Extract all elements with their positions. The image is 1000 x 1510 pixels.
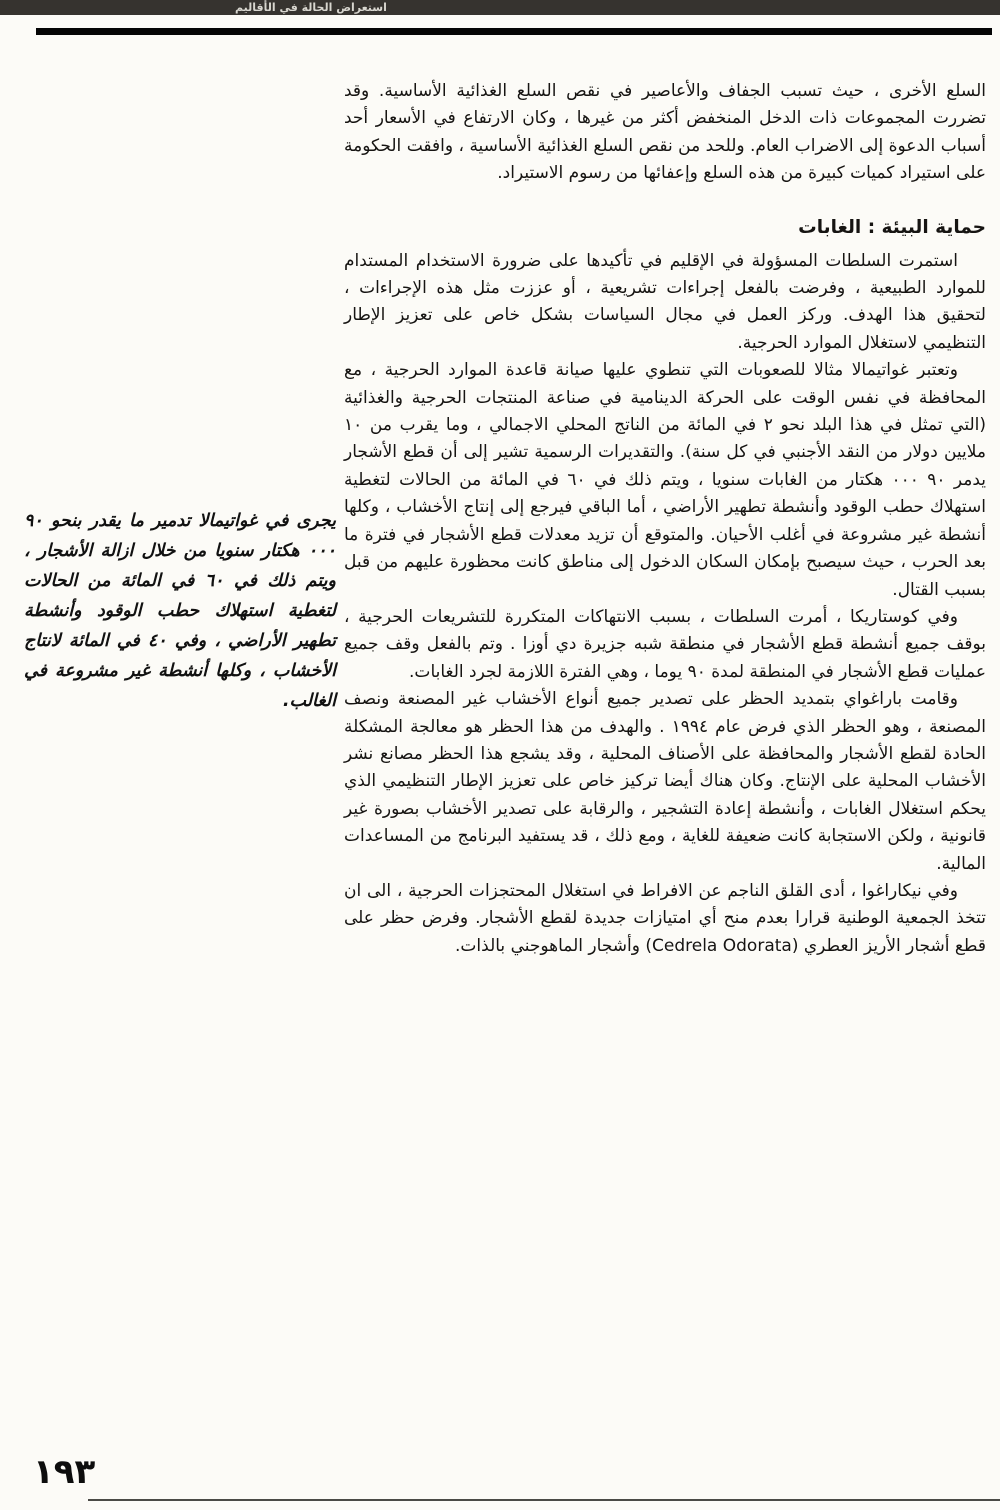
body-paragraph: وقامت باراغواي بتمديد الحظر على تصدير جميع أنواع الأخشاب غير المصنعة ونصف المصنعة ، وهو الحظر الذي فرض عام ١٩٩٤ . والهدف من هذا الحظر هو معالجة المشكلة الحادة لقطع الأشجار والمحافظة على الأصناف المحلية ، وقد يشجع هذا الحظر مصانع نشر الأخشاب المحلية على الإنتاج. وكان هناك أيضا تركيز خاص على تعزيز الإطار التنظيمي الذي يحكم استغلال الغابات ، وأنشطة إعادة التشجير ، والرقابة على تصدير الأخشاب بصورة غير قانونية ، ولكن الاستجابة كانت ضعيفة للغاية ، ومع ذلك ، قد يستفيد البرنامج من المساعدات المالية.: [344, 689, 986, 874]
body-paragraph: وفي كوستاريكا ، أمرت السلطات ، بسبب الانتهاكات المتكررة للتشريعات الحرجية ، بوقف جميع أنشطة قطع الأشجار في منطقة شبه جزيرة دي أوزا . وتم بالفعل وقف جميع عمليات قطع الأشجار في المنطقة لمدة ٩٠ يوما ، وهي الفترة اللازمة لجرد الغابات.: [344, 606, 986, 682]
bottom-rule: [88, 1499, 1000, 1501]
intro-paragraph: السلع الأخرى ، حيث تسبب الجفاف والأعاصير في نقص السلع الغذائية الأساسية. وقد تضررت المجموعات ذات الدخل المنخفض أكثر من غيرها ، وكان الارتفاع في الأسعار أحد أسباب الدعوة إلى الاضراب العام. وللحد من نقص السلع الغذائية الأساسية ، وافقت الحكومة على استيراد كميات كبيرة من هذه السلع وإعفائها من رسوم الاستيراد.: [344, 81, 986, 184]
section-heading: حماية البيئة : الغابات: [798, 216, 986, 238]
page-number: ١٩٣: [33, 1452, 96, 1492]
header-rule: [36, 28, 992, 35]
body-paragraph: وتعتبر غواتيمالا مثالا للصعوبات التي تنطوي عليها صيانة قاعدة الموارد الحرجية ، مع المحافظة في نفس الوقت على الحركة الدينامية في صناعة المنتجات الحرجية والغذائية (التي تمثل في هذا البلد نحو ٢ في المائة من الناتج المحلي الاجمالي ، وما يقرب من ١٠ ملايين دولار من النقد الأجنبي في كل سنة). والتقديرات الرسمية تشير إلى أن قطع الأشجار يدمر ٩٠ ٠٠٠ هكتار من الغابات سنويا ، ويتم ذلك في ٦٠ في المائة من الحالات لتغطية استهلاك حطب الوقود وأنشطة تطهير الأراضي ، أما الباقي فيرجع إلى إنتاج الأخشاب ، وكلها أنشطة غير مشروعة في أغلب الأحيان. والمتوقع أن تزيد معدلات قطع الأشجار في فترة ما بعد الحرب ، حيث سيصبح بإمكان السكان الدخول إلى مناطق كانت محظورة عليهم من قبل بسبب القتال.: [344, 360, 986, 600]
margin-pullquote: يجرى في غواتيمالا تدمير ما يقدر بنحو ٩٠ ٠٠٠ هكتار سنويا من خلال ازالة الأشجار ، ويتم ذلك في ٦٠ في المائة من الحالات لتغطية استهلاك حطب الوقود وأنشطة تطهير الأراضي ، وفي ٤٠ في المائة لانتاج الأخشاب ، وكلها أنشطة غير مشروعة في الغالب.: [24, 511, 336, 711]
running-head: استعراض الحالة في الأقاليم: [235, 1, 387, 14]
body-column: [344, 78, 986, 960]
body-paragraph: استمرت السلطات المسؤولة في الإقليم في تأكيدها على ضرورة الاستخدام المستدام للموارد الطبيعية ، وفرضت بالفعل إجراءات تشريعية ، أو عززت مثل هذه الإجراءات ، لتحقيق هذا الهدف. وركز العمل في مجال السياسات بشكل خاص على تعزيز الإطار التنظيمي لاستغلال الموارد الحرجية.: [344, 250, 986, 353]
body-paragraph: وفي نيكاراغوا ، أدى القلق الناجم عن الافراط في استغلال المحتجزات الحرجية ، الى ان تتخذ الجمعية الوطنية قرارا بعدم منح أي امتيازات جديدة لقطع الأشجار. وفرض حظر على قطع أشجار الأريز العطري (Cedrela Odorata) وأشجار الماهوجني بالذات.: [344, 880, 986, 956]
header-bar: [0, 0, 1000, 15]
